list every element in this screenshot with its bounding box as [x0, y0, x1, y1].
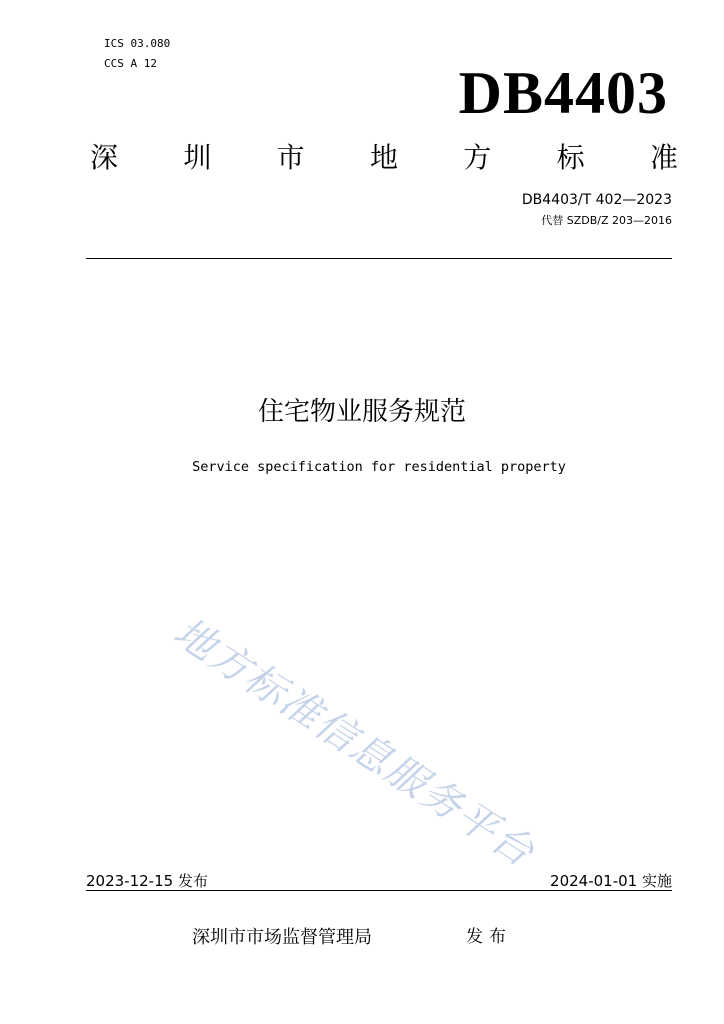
standard-type-char: 地 — [369, 141, 398, 174]
standard-type-char: 市 — [276, 141, 305, 174]
publish-date: 2023-12-15 发布 — [86, 872, 208, 890]
standard-type-char: 圳 — [183, 141, 212, 174]
watermark: 地方标准信息服务平台 — [165, 609, 543, 877]
standard-number: DB4403/T 402—2023 — [521, 192, 672, 208]
standard-code-logo: DB4403 — [458, 60, 668, 126]
issue-label: 发布 — [466, 927, 512, 947]
standard-type-char: 准 — [649, 141, 678, 174]
bottom-divider — [86, 890, 672, 891]
top-divider — [86, 258, 672, 259]
replaces-standard: 代替 SZDB/Z 203—2016 — [541, 214, 672, 227]
standard-type-char: 深 — [90, 141, 119, 174]
ccs-code: CCS A 12 — [104, 57, 157, 70]
document-title-zh: 住宅物业服务规范 — [257, 397, 466, 427]
standard-type-char: 方 — [463, 141, 492, 174]
standard-type-heading — [90, 140, 678, 176]
implement-date: 2024-01-01 实施 — [550, 872, 672, 890]
ics-code: ICS 03.080 — [104, 37, 171, 50]
issuing-authority: 深圳市市场监督管理局 — [192, 927, 372, 948]
standard-type-char: 标 — [556, 141, 585, 174]
document-title-en: Service specification for residential property — [192, 459, 566, 475]
